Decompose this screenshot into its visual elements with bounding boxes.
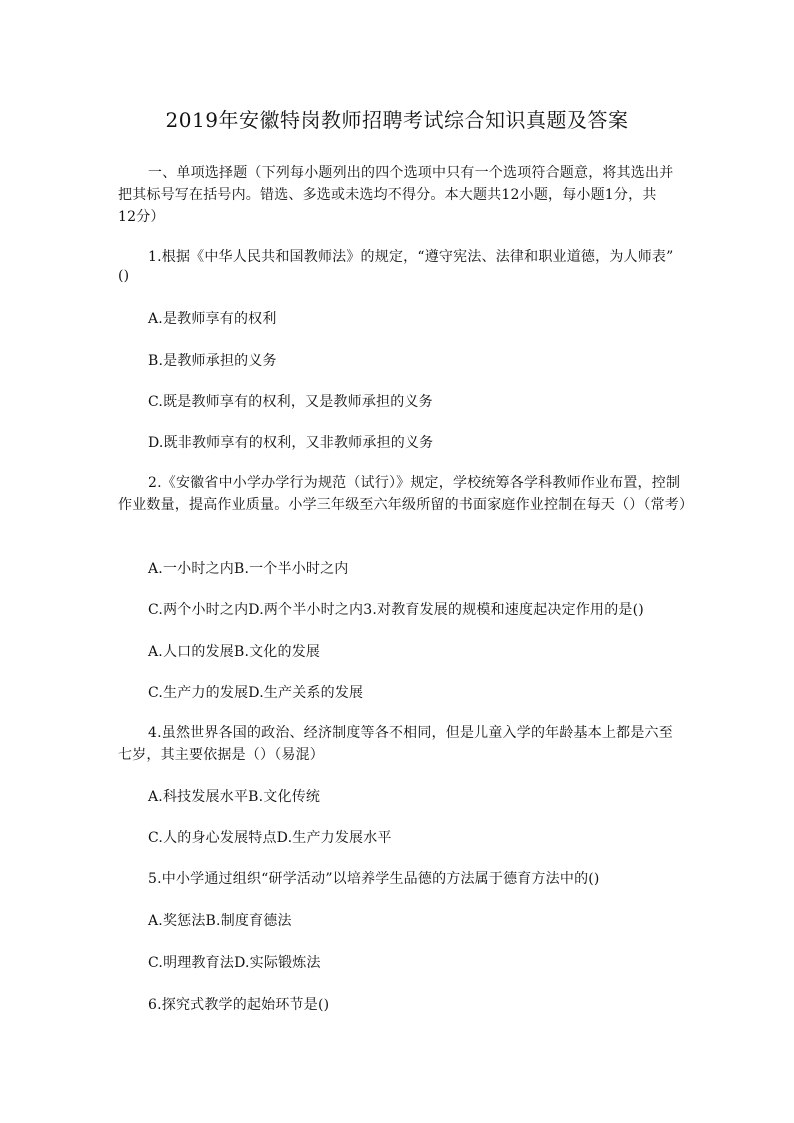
question-2-options-ab: A.一小时之内B.一个半小时之内: [148, 561, 349, 577]
question-1-option-a: A.是教师享有的权利: [148, 311, 277, 327]
question-1-stem: 1.根据《中华人民共和国教师法》的规定，“遵守宪法、法律和职业道德，为人师表”: [148, 249, 674, 265]
document-title: 2019年安徽特岗教师招聘考试综合知识真题及答案: [165, 108, 629, 132]
question-5-options-ab: A.奖惩法B.制度育德法: [148, 913, 292, 929]
question-5-options-cd: C.明理教育法D.实际锻炼法: [148, 955, 321, 971]
question-4-stem-cont: 七岁，其主要依据是（）（易混）: [118, 747, 324, 763]
question-4-options-ab: A.科技发展水平B.文化传统: [148, 789, 321, 805]
section-heading-line-3: 12分）: [118, 209, 165, 225]
question-3-options-cd: C.生产力的发展D.生产关系的发展: [148, 685, 364, 701]
question-2-stem: 2.《安徽省中小学办学行为规范（试行）》规定，学校统筹各学科教师作业布置，控制: [148, 475, 681, 491]
question-4-options-cd: C.人的身心发展特点D.生产力发展水平: [148, 830, 392, 846]
question-3-options-ab: A.人口的发展B.文化的发展: [148, 644, 321, 660]
question-2-options-cd-question-3: C.两个小时之内D.两个半小时之内3.对教育发展的规模和速度起决定作用的是(): [148, 602, 644, 618]
question-6-stem: 6.探究式教学的起始环节是(): [148, 997, 330, 1013]
question-1-option-c: C.既是教师享有的权利，又是教师承担的义务: [148, 394, 433, 410]
section-heading-line-1: 一、单项选择题（下列每小题列出的四个选项中只有一个选项符合题意，将其选出并: [148, 165, 674, 181]
question-2-stem-cont: 作业数量，提高作业质量。小学三年级至六年级所留的书面家庭作业控制在每天（）（常考）: [118, 497, 694, 513]
question-1-option-b: B.是教师承担的义务: [148, 353, 277, 369]
question-1-option-d: D.既非教师享有的权利，又非教师承担的义务: [148, 435, 434, 451]
question-4-stem: 4.虽然世界各国的政治、经济制度等各不相同，但是儿童入学的年龄基本上都是六至: [148, 725, 673, 741]
section-heading-line-2: 把其标号写在括号内。错选、多选或未选均不得分。本大题共12小题，每小题1分，共: [118, 187, 657, 203]
question-1-stem-cont: (): [118, 268, 130, 284]
question-5-stem: 5.中小学通过组织“研学活动”以培养学生品德的方法属于德育方法中的(): [148, 871, 600, 887]
